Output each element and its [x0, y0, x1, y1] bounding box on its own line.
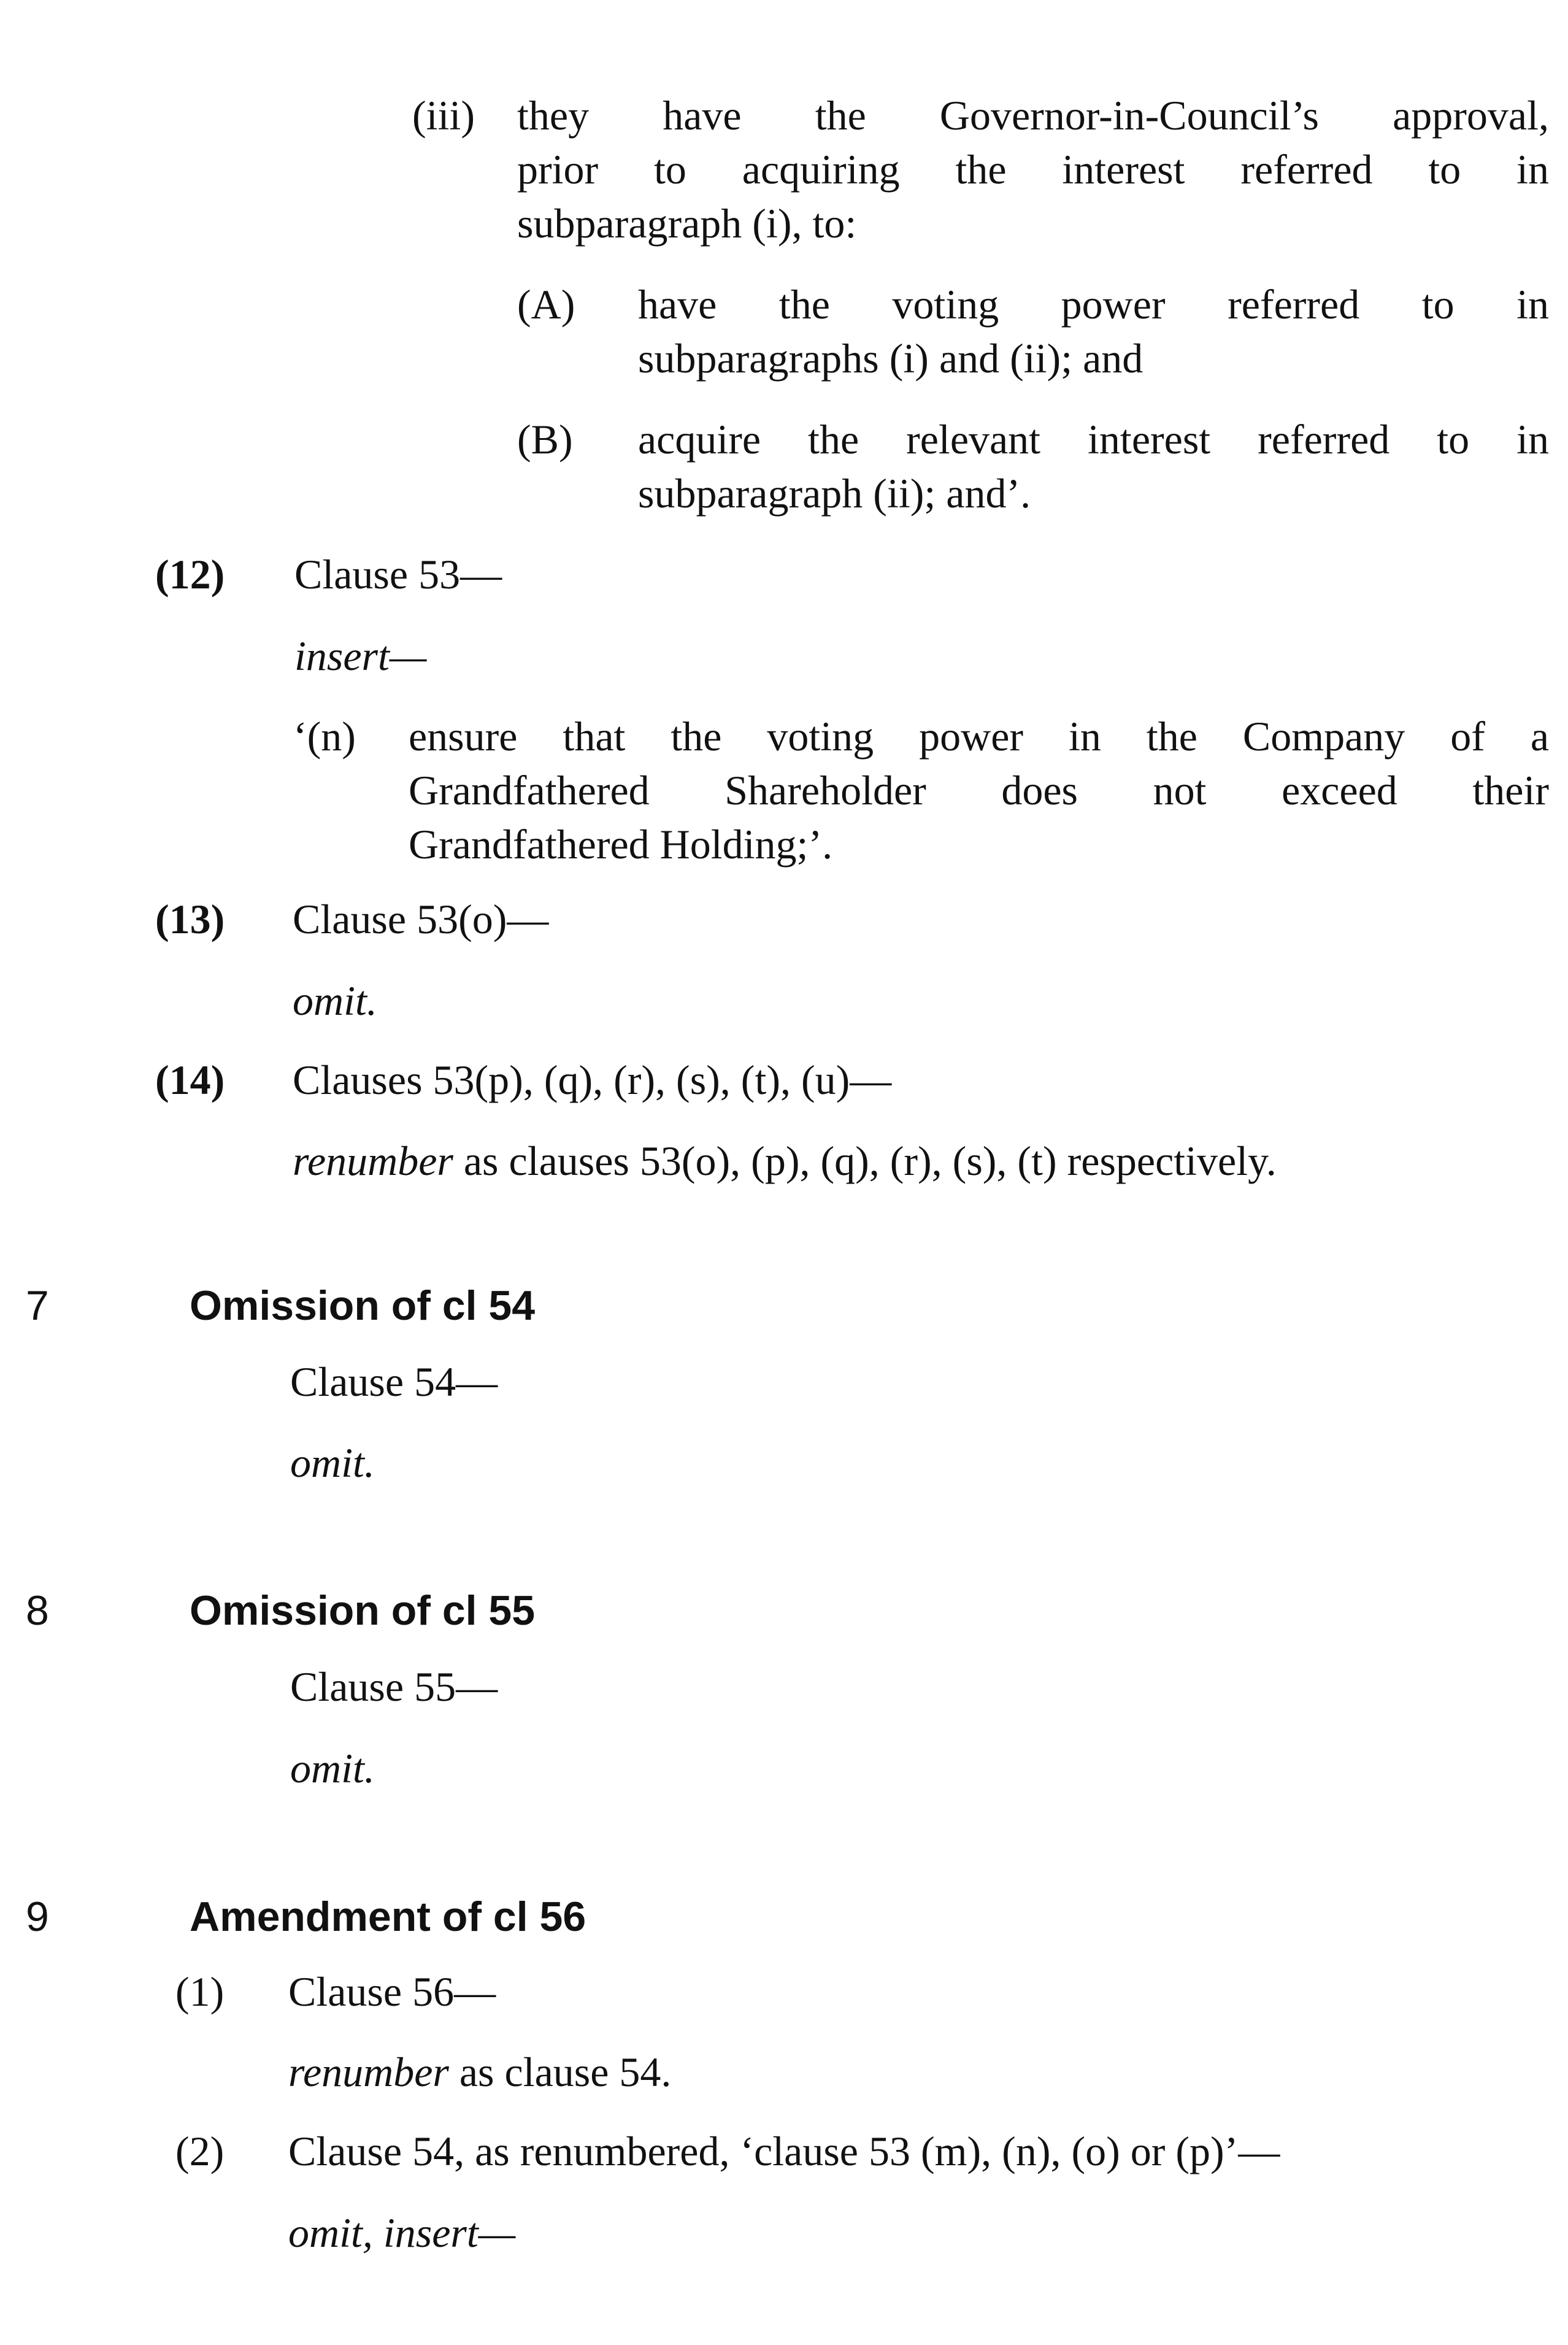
item-12-label: (12): [155, 551, 225, 598]
subparagraph-B-line-2: subparagraph (ii); and’.: [638, 470, 1031, 517]
section-8-target: Clause 55—: [290, 1663, 498, 1710]
subparagraph-iii-label: (iii): [412, 92, 475, 139]
item-14-target: Clauses 53(p), (q), (r), (s), (t), (u)—: [293, 1057, 892, 1103]
subparagraph-B-line-1: acquire the relevant interest referred to in: [638, 416, 1549, 463]
section-7-target: Clause 54—: [290, 1358, 498, 1405]
item-12-quote-line-2: Grandfathered Shareholder does not exceed their: [409, 767, 1549, 814]
item-12-action: insert—: [294, 633, 427, 679]
item-14-action-rest: as clauses 53(o), (p), (q), (r), (s), (t) respectively.: [453, 1138, 1277, 1184]
item-12-quote-line-1: ensure that the voting power in the Company of a: [409, 713, 1549, 760]
section-7-action: omit.: [290, 1439, 375, 1486]
section-7-heading: Omission of cl 54: [190, 1282, 536, 1329]
subparagraph-iii-line-1: they have the Governor-in-Council’s approval,: [517, 92, 1549, 139]
section-8-action: omit.: [290, 1745, 375, 1792]
item-13-label: (13): [155, 896, 225, 942]
section-9-item-1-target: Clause 56—: [288, 1968, 496, 2015]
item-13-action: omit.: [293, 977, 377, 1024]
item-14-action-word: renumber: [293, 1138, 453, 1184]
item-12-quote-line-3: Grandfathered Holding;’.: [409, 821, 833, 868]
item-12-target: Clause 53—: [294, 551, 502, 598]
item-14-label: (14): [155, 1057, 225, 1103]
section-9-item-1-action: [288, 2045, 671, 2099]
subparagraph-iii-line-2: prior to acquiring the interest referred to in: [517, 146, 1549, 193]
section-8-heading: Omission of cl 55: [190, 1587, 536, 1634]
section-9-item-2-action: omit, insert—: [288, 2209, 516, 2256]
section-7-number: 7: [26, 1282, 49, 1329]
item-14-action: [293, 1134, 1277, 1188]
subparagraph-iii-line-3: subparagraph (i), to:: [517, 200, 857, 247]
subparagraph-A-line-2: subparagraphs (i) and (ii); and: [638, 335, 1143, 382]
subparagraph-B-label: (B): [517, 416, 573, 463]
subparagraph-A-label: (A): [517, 281, 575, 328]
item-12-quote-label: ‘(n): [293, 713, 356, 760]
section-9-item-2-label: (2): [175, 2128, 225, 2174]
section-9-item-1-action-rest: as clause 54.: [448, 2049, 672, 2095]
section-9-item-1-label: (1): [175, 1968, 225, 2015]
section-8-number: 8: [26, 1587, 49, 1634]
subparagraph-A-line-1: have the voting power referred to in: [638, 281, 1549, 328]
section-9-item-2-target: Clause 54, as renumbered, ‘clause 53 (m), (n), (o) or (p)’—: [288, 2128, 1280, 2174]
section-9-item-1-action-word: renumber: [288, 2049, 449, 2095]
item-13-target: Clause 53(o)—: [293, 896, 549, 942]
section-9-heading: Amendment of cl 56: [190, 1893, 586, 1940]
section-9-number: 9: [26, 1893, 49, 1940]
